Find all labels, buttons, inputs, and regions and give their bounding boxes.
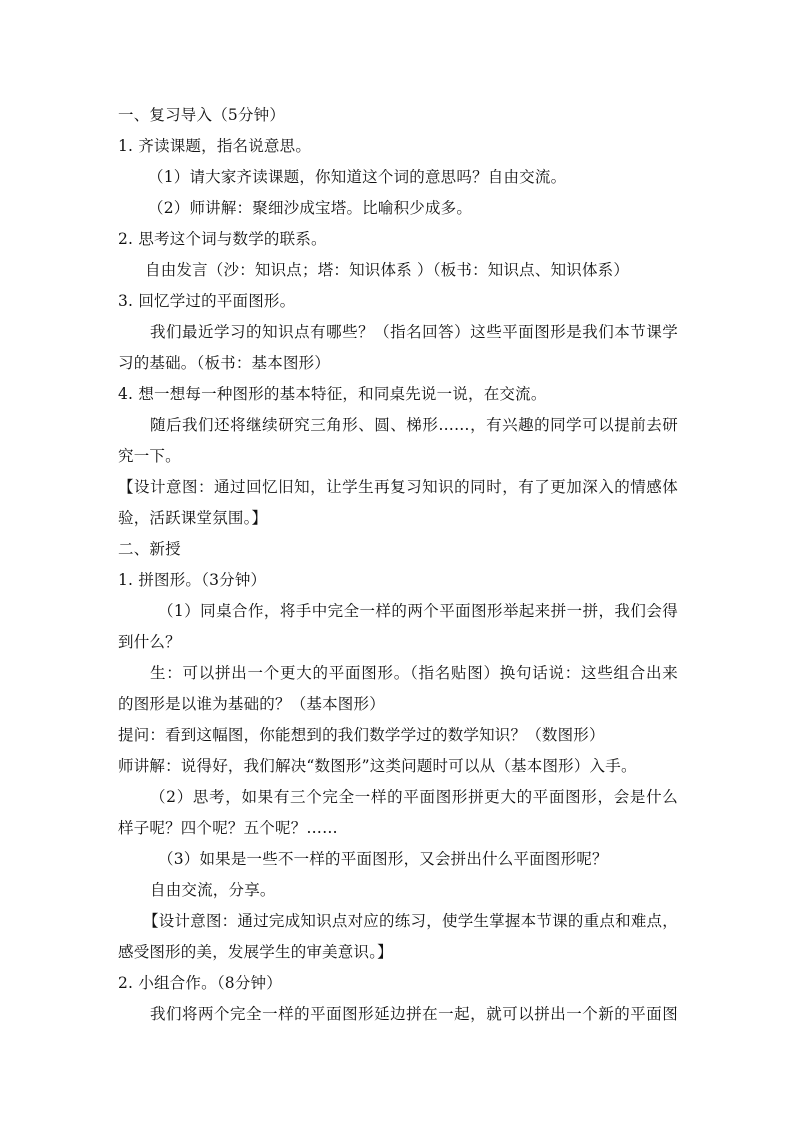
step-1-heading: 1. 齐读课题，指名说意思。 bbox=[118, 137, 312, 155]
new-step-1-item-2-line-2: 样子呢？四个呢？五个呢？…… bbox=[118, 819, 338, 837]
step-4-body-line-1: 随后我们还将继续研究三角形、圆、梯形……，有兴趣的同学可以提前去研 bbox=[150, 416, 678, 434]
step-1-item-1: （1）请大家齐读课题，你知道这个词的意思吗？自由交流。 bbox=[148, 168, 567, 186]
step-2-heading: 2. 思考这个词与数学的联系。 bbox=[118, 230, 327, 248]
question-line: 提问：看到这幅图，你能想到的我们数学学过的数学知识？（数图形） bbox=[118, 726, 605, 744]
section-heading-review: 一、复习导入（5分钟） bbox=[118, 106, 286, 124]
new-step-1-item-3: （3）如果是一些不一样的平面图形，又会拼出什么平面图形呢？ bbox=[158, 850, 608, 868]
design-intent-1-line-1: 【设计意图：通过回忆旧知，让学生再复习知识的同时，有了更加深入的情感体 bbox=[118, 478, 678, 496]
new-step-1-item-2-line-1: （2）思考，如果有三个完全一样的平面图形拼更大的平面图形，会是什么 bbox=[150, 788, 678, 806]
teacher-explanation-line: 师讲解：说得好，我们解决“数图形”这类问题时可以从（基本图形）入手。 bbox=[118, 757, 637, 775]
design-intent-2-line-2: 感受图形的美，发展学生的审美意识。】 bbox=[118, 943, 393, 961]
step-1-item-2: （2）师讲解：聚细沙成宝塔。比喻积少成多。 bbox=[148, 199, 473, 217]
free-discussion-line: 自由交流，分享。 bbox=[150, 881, 276, 899]
step-4-heading: 4. 想一想每一种图形的基本特征，和同桌先说一说，在交流。 bbox=[118, 385, 547, 403]
section-heading-new: 二、新授 bbox=[118, 540, 181, 558]
design-intent-2-line-1: 【设计意图：通过完成知识点对应的练习，使学生掌握本节课的重点和难点， bbox=[143, 912, 678, 930]
step-3-heading: 3. 回忆学过的平面图形。 bbox=[118, 292, 296, 310]
step-4-body-line-2: 究一下。 bbox=[118, 447, 181, 465]
design-intent-1-line-2: 验，活跃课堂氛围。】 bbox=[118, 509, 268, 527]
student-answer-line-1: 生：可以拼出一个更大的平面图形。（指名贴图）换句话说：这些组合出来 bbox=[150, 664, 678, 682]
step-3-body-line-1: 我们最近学习的知识点有哪些？（指名回答）这些平面图形是我们本节课学 bbox=[150, 323, 678, 341]
new-step-1-item-1-line-2: 到什么？ bbox=[118, 633, 181, 651]
step-2-body: 自由发言（沙：知识点；塔：知识体系 ）（板书：知识点、知识体系） bbox=[145, 261, 630, 279]
new-step-1-item-1-line-1: （1）同桌合作，将手中完全一样的两个平面图形举起来拼一拼，我们会得 bbox=[158, 602, 678, 620]
student-answer-line-2: 的图形是以谁为基础的？（基本图形） bbox=[118, 695, 385, 713]
new-step-2-heading: 2. 小组合作。（8分钟） bbox=[118, 974, 282, 992]
new-step-1-heading: 1. 拼图形。（3分钟） bbox=[118, 571, 267, 589]
step-3-body-line-2: 习的基础。（板书：基本图形） bbox=[118, 354, 331, 372]
new-step-2-body-line-1: 我们将两个完全一样的平面图形延边拼在一起，就可以拼出一个新的平面图 bbox=[150, 1005, 678, 1023]
